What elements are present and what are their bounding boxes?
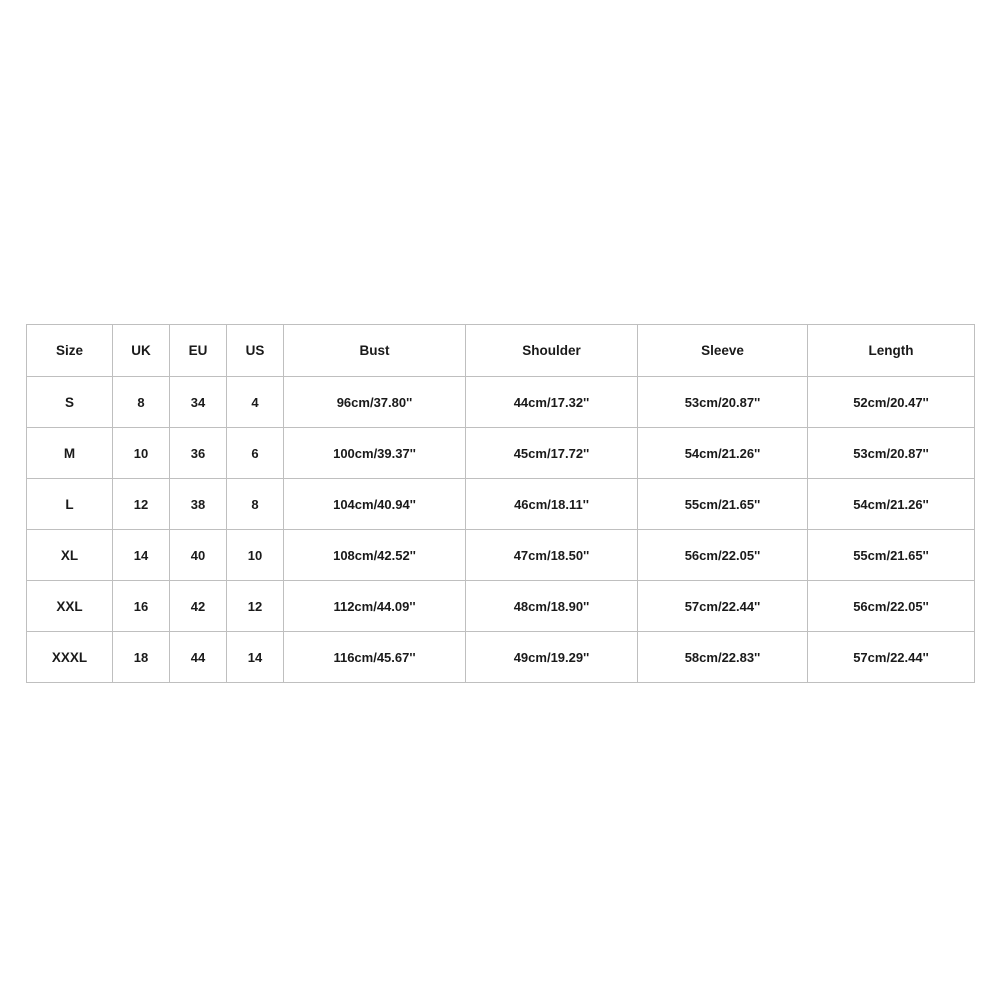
column-header-bust: Bust xyxy=(284,325,466,377)
cell-size: L xyxy=(27,479,113,530)
cell-sleeve: 57cm/22.44'' xyxy=(638,581,808,632)
cell-shoulder: 46cm/18.11'' xyxy=(466,479,638,530)
cell-sleeve: 56cm/22.05'' xyxy=(638,530,808,581)
cell-length: 54cm/21.26'' xyxy=(808,479,975,530)
cell-us: 14 xyxy=(227,632,284,683)
cell-uk: 18 xyxy=(113,632,170,683)
cell-sleeve: 55cm/21.65'' xyxy=(638,479,808,530)
cell-bust: 100cm/39.37'' xyxy=(284,428,466,479)
cell-shoulder: 48cm/18.90'' xyxy=(466,581,638,632)
cell-eu: 44 xyxy=(170,632,227,683)
table-row xyxy=(27,377,975,428)
cell-shoulder: 45cm/17.72'' xyxy=(466,428,638,479)
cell-uk: 12 xyxy=(113,479,170,530)
cell-size: XXL xyxy=(27,581,113,632)
cell-bust: 108cm/42.52'' xyxy=(284,530,466,581)
column-header-eu: EU xyxy=(170,325,227,377)
cell-length: 56cm/22.05'' xyxy=(808,581,975,632)
cell-us: 6 xyxy=(227,428,284,479)
table-row xyxy=(27,428,975,479)
cell-eu: 38 xyxy=(170,479,227,530)
cell-length: 57cm/22.44'' xyxy=(808,632,975,683)
cell-length: 53cm/20.87'' xyxy=(808,428,975,479)
cell-size: M xyxy=(27,428,113,479)
table-header xyxy=(27,325,975,377)
cell-uk: 8 xyxy=(113,377,170,428)
column-header-size: Size xyxy=(27,325,113,377)
column-header-length: Length xyxy=(808,325,975,377)
cell-size: XL xyxy=(27,530,113,581)
cell-us: 10 xyxy=(227,530,284,581)
column-header-uk: UK xyxy=(113,325,170,377)
cell-length: 52cm/20.47'' xyxy=(808,377,975,428)
cell-eu: 36 xyxy=(170,428,227,479)
column-header-shoulder: Shoulder xyxy=(466,325,638,377)
cell-sleeve: 53cm/20.87'' xyxy=(638,377,808,428)
cell-uk: 10 xyxy=(113,428,170,479)
cell-us: 8 xyxy=(227,479,284,530)
cell-sleeve: 58cm/22.83'' xyxy=(638,632,808,683)
cell-sleeve: 54cm/21.26'' xyxy=(638,428,808,479)
cell-uk: 14 xyxy=(113,530,170,581)
cell-size: XXXL xyxy=(27,632,113,683)
size-chart-table xyxy=(26,324,975,683)
cell-bust: 104cm/40.94'' xyxy=(284,479,466,530)
table-row xyxy=(27,632,975,683)
cell-bust: 112cm/44.09'' xyxy=(284,581,466,632)
table-row xyxy=(27,479,975,530)
cell-us: 4 xyxy=(227,377,284,428)
table-row xyxy=(27,530,975,581)
cell-bust: 96cm/37.80'' xyxy=(284,377,466,428)
cell-eu: 42 xyxy=(170,581,227,632)
cell-size: S xyxy=(27,377,113,428)
cell-us: 12 xyxy=(227,581,284,632)
table-row xyxy=(27,581,975,632)
cell-eu: 40 xyxy=(170,530,227,581)
cell-bust: 116cm/45.67'' xyxy=(284,632,466,683)
cell-uk: 16 xyxy=(113,581,170,632)
cell-shoulder: 44cm/17.32'' xyxy=(466,377,638,428)
column-header-sleeve: Sleeve xyxy=(638,325,808,377)
cell-shoulder: 49cm/19.29'' xyxy=(466,632,638,683)
size-chart xyxy=(26,324,974,683)
table-header-row xyxy=(27,325,975,377)
table-body xyxy=(27,377,975,683)
cell-length: 55cm/21.65'' xyxy=(808,530,975,581)
column-header-us: US xyxy=(227,325,284,377)
cell-eu: 34 xyxy=(170,377,227,428)
cell-shoulder: 47cm/18.50'' xyxy=(466,530,638,581)
